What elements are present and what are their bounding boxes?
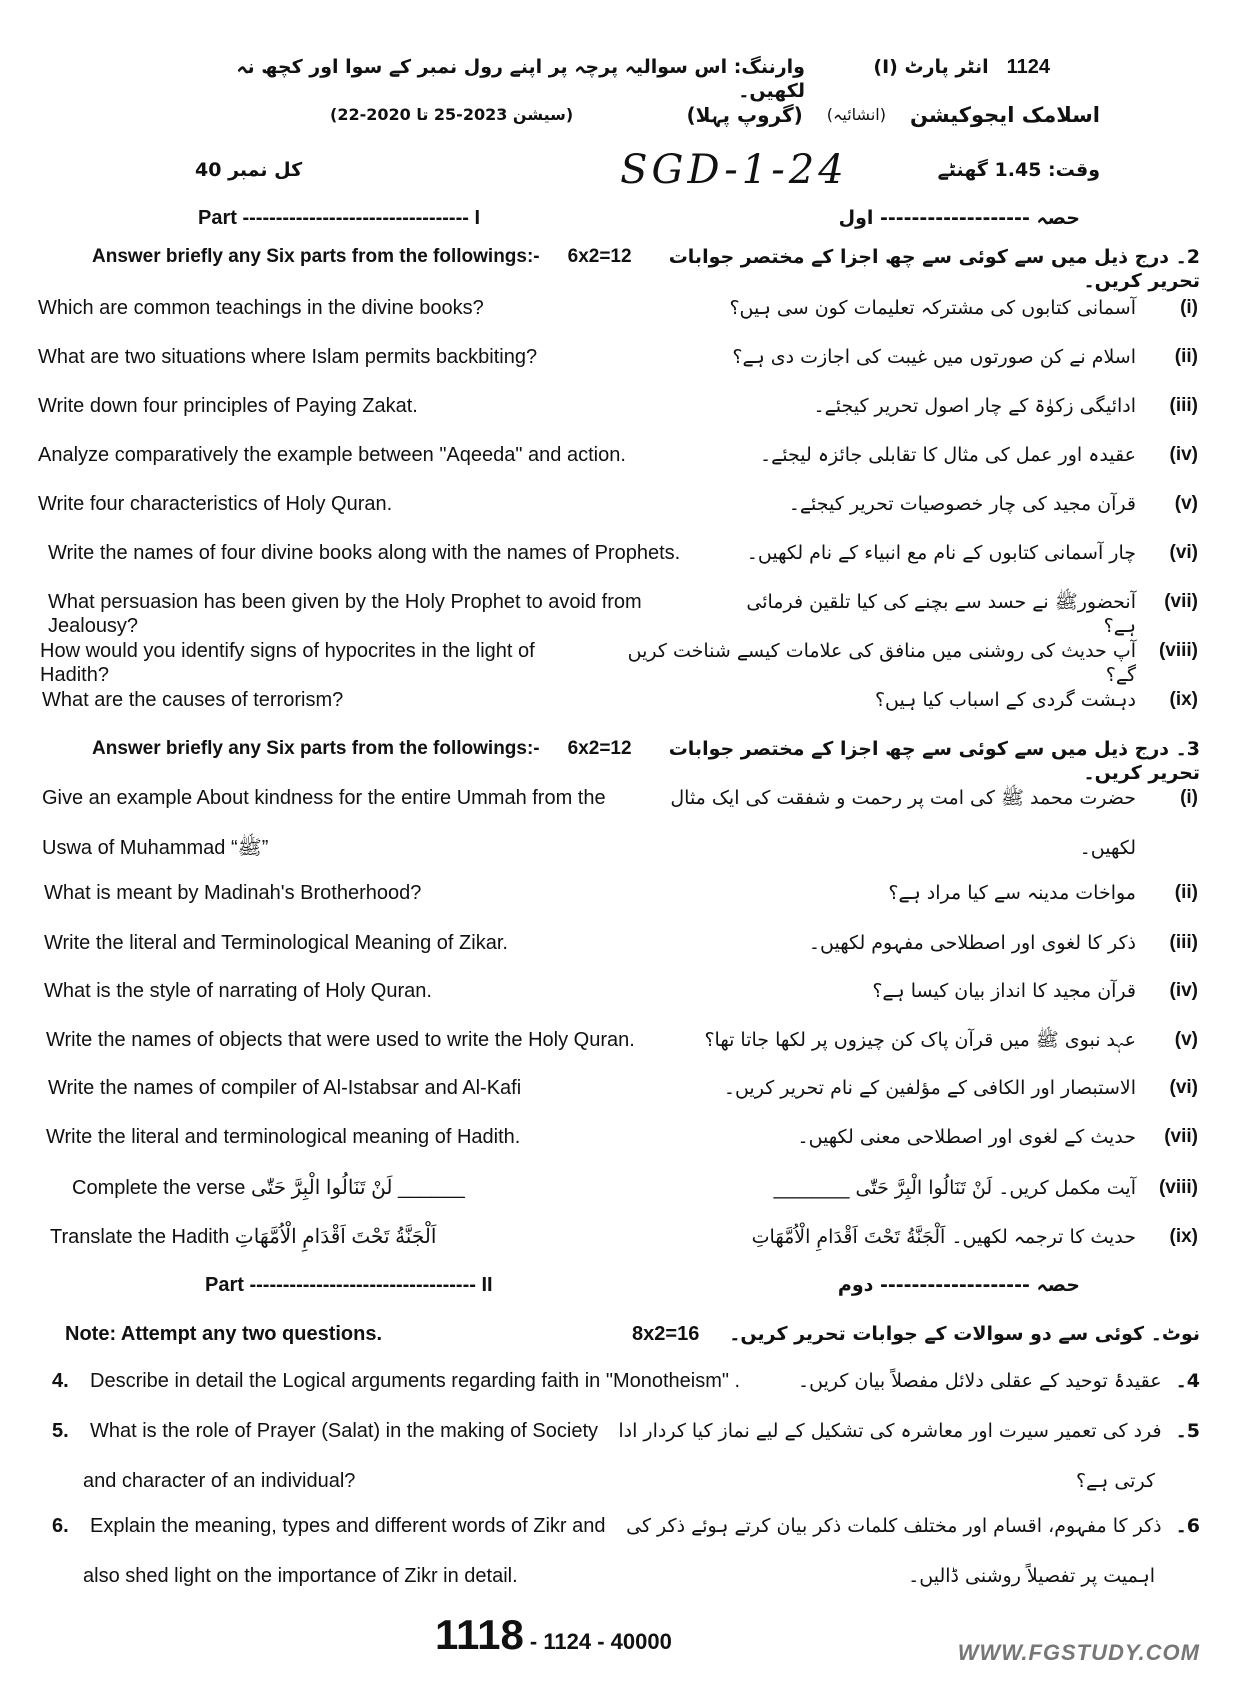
- row: [0, 590, 1250, 639]
- q3-header-urdu: 3۔ درج ذیل میں سے کوئی سے چھ اجزا کے مختصر جوابات تحریر کریں۔: [668, 738, 1200, 784]
- part-1-label: Part ---------------------------------- I: [198, 207, 481, 229]
- q3-header: Answer briefly any Six parts from the followings:-: [92, 738, 540, 759]
- row: [0, 1369, 1250, 1419]
- q3-item-number: (iii): [1169, 932, 1198, 953]
- exam-paper: [0, 55, 1250, 1667]
- handwritten-code: SGD-1-24: [620, 147, 848, 193]
- q2-item-urdu: چار آسمانی کتابوں کے نام مع انبیاء کے نام لکھیں۔: [746, 542, 1136, 564]
- footer-code-main: 1118: [435, 1611, 524, 1658]
- q3-item-english: Translate the Hadith اَلْجَنَّةُ تَحْتَ اَقْدَامِ الْاُمَّهَاتِ: [50, 1226, 437, 1248]
- q3-item-urdu: آیت مکمل کریں۔ لَنْ تَنَالُوا الْبِرَّ حَتّٰى ________: [773, 1177, 1136, 1199]
- row: [0, 786, 1250, 836]
- note-marks: 8x2=16: [632, 1323, 700, 1345]
- q3-item-english: What is the style of narrating of Holy Quran.: [44, 980, 432, 1002]
- q2-item-english: What are the causes of terrorism?: [42, 689, 344, 711]
- long-question-number-urdu: 6۔: [1175, 1515, 1200, 1537]
- row: [0, 737, 1250, 786]
- q2-item-number: (iii): [1169, 395, 1198, 416]
- q2-item-number: (vi): [1169, 542, 1198, 563]
- q3-item-english: Write the names of objects that were used to write the Holy Quran.: [46, 1029, 635, 1051]
- q3-marks: 6x2=12: [567, 738, 632, 759]
- q3-item-urdu: حضرت محمد ﷺ کی امت پر رحمت و شفقت کی ایک مثال: [670, 787, 1136, 809]
- q2-header: Answer briefly any Six parts from the followings:-: [92, 246, 540, 267]
- q3-item-urdu: حدیث کے لغوی اور اصطلاحی معنی لکھیں۔: [797, 1126, 1136, 1148]
- total-marks: کل نمبر 40: [195, 159, 303, 181]
- row: [0, 1076, 1250, 1125]
- row: [0, 979, 1250, 1028]
- row: [0, 1028, 1250, 1076]
- q2-item-urdu: دہشت گردی کے اسباب کیا ہیں؟: [874, 689, 1136, 711]
- row: [0, 836, 1250, 881]
- q2-item-urdu: آپ حدیث کی روشنی میں منافق کی علامات کیسے شناخت کریں گے؟: [627, 640, 1136, 686]
- q3-item-number: (iv): [1169, 980, 1198, 1001]
- q2-item-english: How would you identify signs of hypocrites in the light of Hadith?: [40, 640, 535, 686]
- long-question-number-urdu: 5۔: [1175, 1420, 1200, 1442]
- q2-marks: 6x2=12: [567, 246, 632, 267]
- row: [0, 1564, 1250, 1607]
- q3-item-english: Give an example About kindness for the entire Ummah from the: [42, 787, 606, 809]
- q3-item-number: (ix): [1169, 1226, 1198, 1247]
- footer-code: [435, 1613, 672, 1667]
- q2-item-urdu: عقیدہ اور عمل کی مثال کا تقابلی جائزہ لیجئے۔: [760, 444, 1136, 466]
- long-question-english-cont: and character of an individual?: [83, 1470, 356, 1492]
- long-question-urdu: عقیدۂ توحید کے عقلی دلائل مفصلاً بیان کریں۔: [797, 1370, 1162, 1392]
- q2-item-english: Write four characteristics of Holy Quran.: [38, 493, 393, 515]
- subject-title: اسلامک ایجوکیشن: [909, 103, 1100, 127]
- row: [0, 881, 1250, 931]
- paper-code: 1124: [1006, 56, 1050, 78]
- q2-item-english: Write down four principles of Paying Zakat.: [38, 395, 418, 417]
- q3-item-english: Write the literal and Terminological Meaning of Zikar.: [44, 932, 508, 954]
- q3-item-urdu: مواخات مدینہ سے کیا مراد ہے؟: [888, 882, 1136, 904]
- q3-item-number: (vii): [1164, 1126, 1198, 1147]
- q3-item-number: (ii): [1174, 882, 1198, 903]
- row: [0, 345, 1250, 394]
- q3-item-urdu: عہد نبوی ﷺ میں قرآن پاک کن چیزوں پر لکھا جاتا تھا؟: [704, 1029, 1136, 1051]
- q3-item-english: Complete the verse لَنْ تَنَالُوا الْبِرَّ حَتّٰى ______: [72, 1177, 465, 1199]
- q3-item-number: (viii): [1158, 1177, 1198, 1198]
- warning-text: وارننگ: اس سوالیہ پرچہ پر اپنے رول نمبر کے سوا اور کچھ نہ لکھیں۔: [236, 56, 805, 102]
- q2-item-number: (ii): [1174, 346, 1198, 367]
- long-question-english: Explain the meaning, types and different words of Zikr and: [90, 1515, 606, 1537]
- q2-item-urdu: ادائیگی زکوٰۃ کے چار اصول تحریر کیجئے۔: [813, 395, 1136, 417]
- long-question-english: Describe in detail the Logical arguments regarding faith in "Monotheism" .: [90, 1370, 741, 1392]
- row: [0, 1419, 1250, 1469]
- row: [0, 541, 1250, 590]
- q2-item-english: What persuasion has been given by the Holy Prophet to avoid from Jealousy?: [48, 591, 642, 637]
- q2-item-number: (ix): [1169, 689, 1198, 710]
- long-question-urdu-cont: اہمیت پر تفصیلاً روشنی ڈالیں۔: [908, 1565, 1155, 1587]
- watermark: WWW.FGSTUDY.COM: [957, 1640, 1200, 1665]
- long-question-number: 4.: [52, 1370, 69, 1392]
- long-question-urdu: فرد کی تعمیر سیرت اور معاشرہ کی تشکیل کے لیے نماز کیا کردار ادا: [618, 1420, 1162, 1442]
- row: [0, 443, 1250, 492]
- footer-code-rest: - 1124 - 40000: [523, 1629, 672, 1654]
- row: [0, 206, 1250, 245]
- q2-item-urdu: اسلام نے کن صورتوں میں غیبت کی اجازت دی ہے؟: [732, 346, 1136, 368]
- long-question-english-cont: also shed light on the importance of Zikr in detail.: [83, 1565, 518, 1587]
- q2-item-english: Which are common teachings in the divine books?: [38, 297, 484, 319]
- long-question-number: 5.: [52, 1420, 69, 1442]
- q2-item-english: What are two situations where Islam permits backbiting?: [38, 346, 538, 368]
- q3-item-urdu: قرآن مجید کا انداز بیان کیسا ہے؟: [872, 980, 1136, 1002]
- q3-item-number: (i): [1180, 787, 1198, 808]
- row: [0, 55, 1250, 103]
- q2-item-number: (v): [1174, 493, 1198, 514]
- q3-item-urdu-cont: لکھیں۔: [1079, 837, 1136, 859]
- q2-header-urdu: 2۔ درج ذیل میں سے کوئی سے چھ اجزا کے مختصر جوابات تحریر کریں۔: [668, 246, 1200, 292]
- row: [0, 931, 1250, 979]
- group-label: (گروپ پہلا): [686, 103, 803, 127]
- row: [0, 296, 1250, 345]
- row: [0, 1125, 1250, 1176]
- q2-item-english: Write the names of four divine books along with the names of Prophets.: [48, 542, 681, 564]
- part-1-label-urdu: حصہ ------------------- اول: [838, 207, 1080, 229]
- q3-item-english: Write the literal and terminological meaning of Hadith.: [46, 1126, 521, 1148]
- long-question-urdu-cont: کرتی ہے؟: [1075, 1470, 1155, 1492]
- row: [0, 245, 1250, 296]
- q2-item-number: (vii): [1164, 591, 1198, 612]
- q3-item-number: (v): [1174, 1029, 1198, 1050]
- q3-item-urdu: ذکر کا لغوی اور اصطلاحی مفہوم لکھیں۔: [808, 932, 1136, 954]
- class-label: انٹر پارٹ (I): [873, 56, 989, 78]
- row: [0, 1514, 1250, 1564]
- row: [0, 1225, 1250, 1273]
- row: [0, 148, 1250, 206]
- note-text: Note: Attempt any two questions.: [65, 1323, 383, 1345]
- long-question-number-urdu: 4۔: [1175, 1370, 1200, 1392]
- session-label: (سیشن 2023-25 تا 2020-22): [330, 105, 574, 124]
- q2-item-english: Analyze comparatively the example between "Aqeeda" and action.: [38, 444, 626, 466]
- part-2-label-urdu: حصہ ------------------- دوم: [837, 1274, 1080, 1296]
- q2-item-number: (viii): [1158, 640, 1198, 661]
- long-question-number: 6.: [52, 1515, 69, 1537]
- row: [0, 1273, 1250, 1322]
- q2-item-urdu: آنحضورﷺ نے حسد سے بچنے کی کیا تلقین فرمائی ہے؟: [746, 591, 1136, 637]
- q3-item-english-cont: Uswa of Muhammad “ﷺ”: [42, 837, 269, 859]
- row: [0, 394, 1250, 443]
- q3-item-urdu: الاستبصار اور الکافی کے مؤلفین کے نام تحریر کریں۔: [723, 1077, 1136, 1099]
- q2-item-urdu: آسمانی کتابوں کی مشترکہ تعلیمات کون سی ہیں؟: [729, 297, 1136, 319]
- q2-item-urdu: قرآن مجید کی چار خصوصیات تحریر کیجئے۔: [788, 493, 1136, 515]
- part-2-label: Part ---------------------------------- II: [205, 1274, 493, 1296]
- q2-item-number: (i): [1180, 297, 1198, 318]
- long-question-english: What is the role of Prayer (Salat) in the making of Society: [90, 1420, 598, 1442]
- q3-item-number: (vi): [1169, 1077, 1198, 1098]
- q3-item-english: What is meant by Madinah's Brotherhood?: [44, 882, 422, 904]
- note-text-urdu: نوٹ۔ کوئی سے دو سوالات کے جوابات تحریر کریں۔: [729, 1323, 1200, 1345]
- row: [0, 688, 1250, 737]
- row: [0, 1322, 1250, 1369]
- row: [0, 1176, 1250, 1225]
- long-question-urdu: ذکر کا مفہوم، اقسام اور مختلف کلمات ذکر بیان کرتے ہوئے ذکر کی: [626, 1515, 1162, 1537]
- row: [0, 492, 1250, 541]
- q3-item-urdu: حدیث کا ترجمہ لکھیں۔ اَلْجَنَّةُ تَحْتَ اَقْدَامِ الْاُمَّهَاتِ: [751, 1226, 1136, 1248]
- row: [0, 1607, 1250, 1667]
- row: [0, 639, 1250, 688]
- paper-type: (انشائیہ): [826, 105, 886, 124]
- row: [0, 1469, 1250, 1514]
- q2-item-number: (iv): [1169, 444, 1198, 465]
- q3-item-english: Write the names of compiler of Al-Istabsar and Al-Kafi: [48, 1077, 522, 1099]
- time-label: وقت: 1.45 گھنٹے: [937, 159, 1100, 181]
